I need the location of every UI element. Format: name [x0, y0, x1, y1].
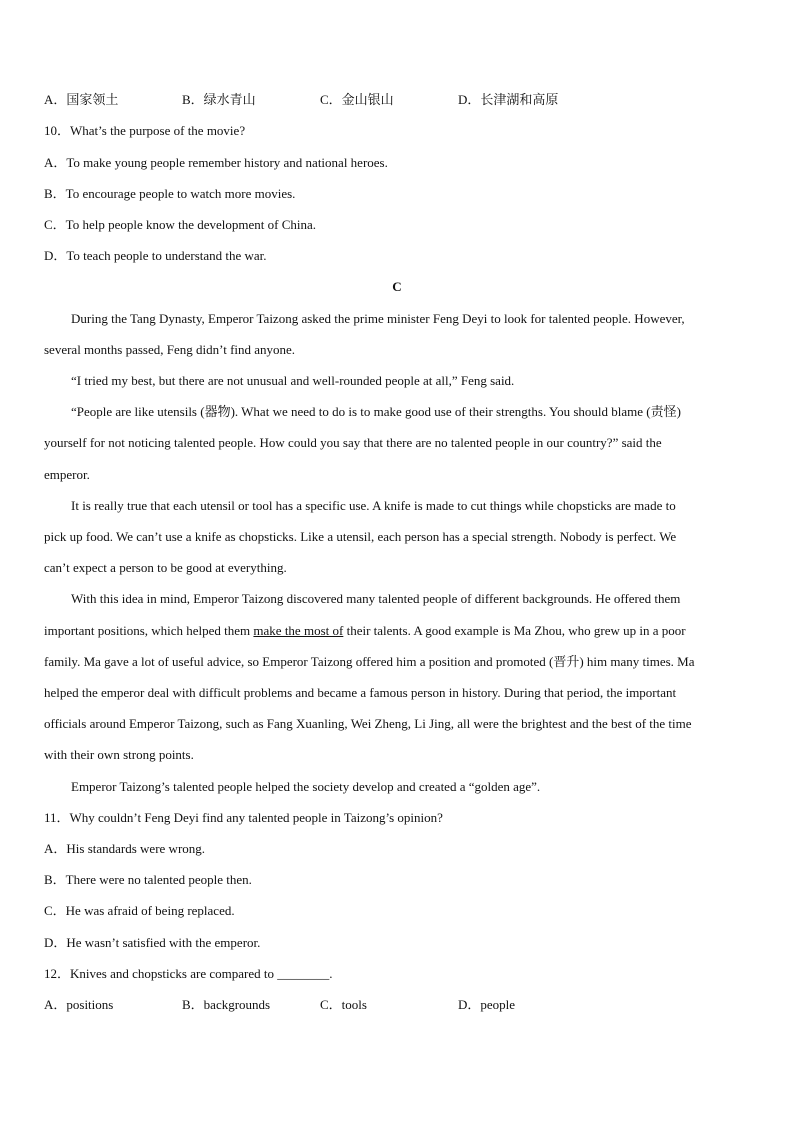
passage-line: It is really true that each utensil or tool has a specific use. A knife is made to cut things while chopsticks are made to	[71, 498, 676, 513]
underlined-phrase: make the most of	[253, 623, 344, 638]
passage-line: Emperor Taizong’s talented people helped the society develop and created a “golden age”.	[71, 779, 541, 794]
q10-option-a: A．To make young people remember history and national heroes.	[44, 155, 388, 170]
q9-options	[44, 92, 750, 108]
q12-option-b: B．backgrounds	[182, 997, 271, 1012]
passage-line: yourself for not noticing talented people. How could you say that there are no talented people in our country?” said the	[44, 435, 662, 450]
q11-option-a: A．His standards were wrong.	[44, 841, 206, 856]
q10-option-b: B．To encourage people to watch more movies.	[44, 186, 296, 201]
passage-line: officials around Emperor Taizong, such as Fang Xuanling, Wei Zheng, Li Jing, all were the brightest and the best of the time	[44, 716, 692, 731]
passage-line: helped the emperor deal with difficult problems and became a famous person in history. During that period, the important	[44, 685, 677, 700]
q12-options	[44, 997, 750, 1013]
q11-question: 11．Why couldn’t Feng Deyi find any talented people in Taizong’s opinion?	[44, 810, 443, 825]
q9-option-c: C．金山银山	[320, 92, 394, 107]
passage-line: pick up food. We can’t use a knife as chopsticks. Like a utensil, each person has a special strength. Nobody is perfect. We	[44, 529, 677, 544]
passage-line: emperor.	[44, 467, 90, 482]
q11-option-b: B．There were no talented people then.	[44, 872, 252, 887]
passage-line: “I tried my best, but there are not unusual and well-rounded people at all,” Feng said.	[71, 373, 515, 388]
passage-line: “People are like utensils (器物). What we need to do is to make good use of their strengths. You should blame (责怪)	[71, 404, 681, 419]
q9-option-d: D．长津湖和高原	[458, 92, 559, 107]
q9-option-b: B．绿水青山	[182, 92, 256, 107]
passage-text: important positions, which helped them	[44, 623, 254, 638]
q10-question: 10．What’s the purpose of the movie?	[44, 123, 246, 138]
passage-line: several months passed, Feng didn’t find anyone.	[44, 342, 296, 357]
passage-line: with their own strong points.	[44, 747, 194, 762]
q10-option-c: C．To help people know the development of China.	[44, 217, 317, 232]
q10-option-d: D．To teach people to understand the war.	[44, 248, 267, 263]
passage-line: family. Ma gave a lot of useful advice, so Emperor Taizong offered him a position and promoted (晋升) him many times. Ma	[44, 654, 695, 669]
q12-option-a: A．positions	[44, 997, 114, 1012]
passage-line: With this idea in mind, Emperor Taizong discovered many talented people of different backgrounds. He offered them	[71, 591, 681, 606]
passage-line	[44, 623, 750, 639]
q12-question: 12．Knives and chopsticks are compared to ________.	[44, 966, 333, 981]
q12-option-d: D．people	[458, 997, 516, 1012]
q9-option-a: A．国家领土	[44, 92, 119, 107]
passage-line: During the Tang Dynasty, Emperor Taizong asked the prime minister Feng Deyi to look for talented people. However,	[71, 311, 685, 326]
q12-option-c: C．tools	[320, 997, 367, 1012]
passage-line: can’t expect a person to be good at everything.	[44, 560, 287, 575]
q11-option-d: D．He wasn’t satisfied with the emperor.	[44, 935, 261, 950]
q11-option-c: C．He was afraid of being replaced.	[44, 903, 235, 918]
passage-heading: C	[392, 279, 402, 294]
passage-text: their talents. A good example is Ma Zhou, who grew up in a poor	[343, 623, 686, 638]
